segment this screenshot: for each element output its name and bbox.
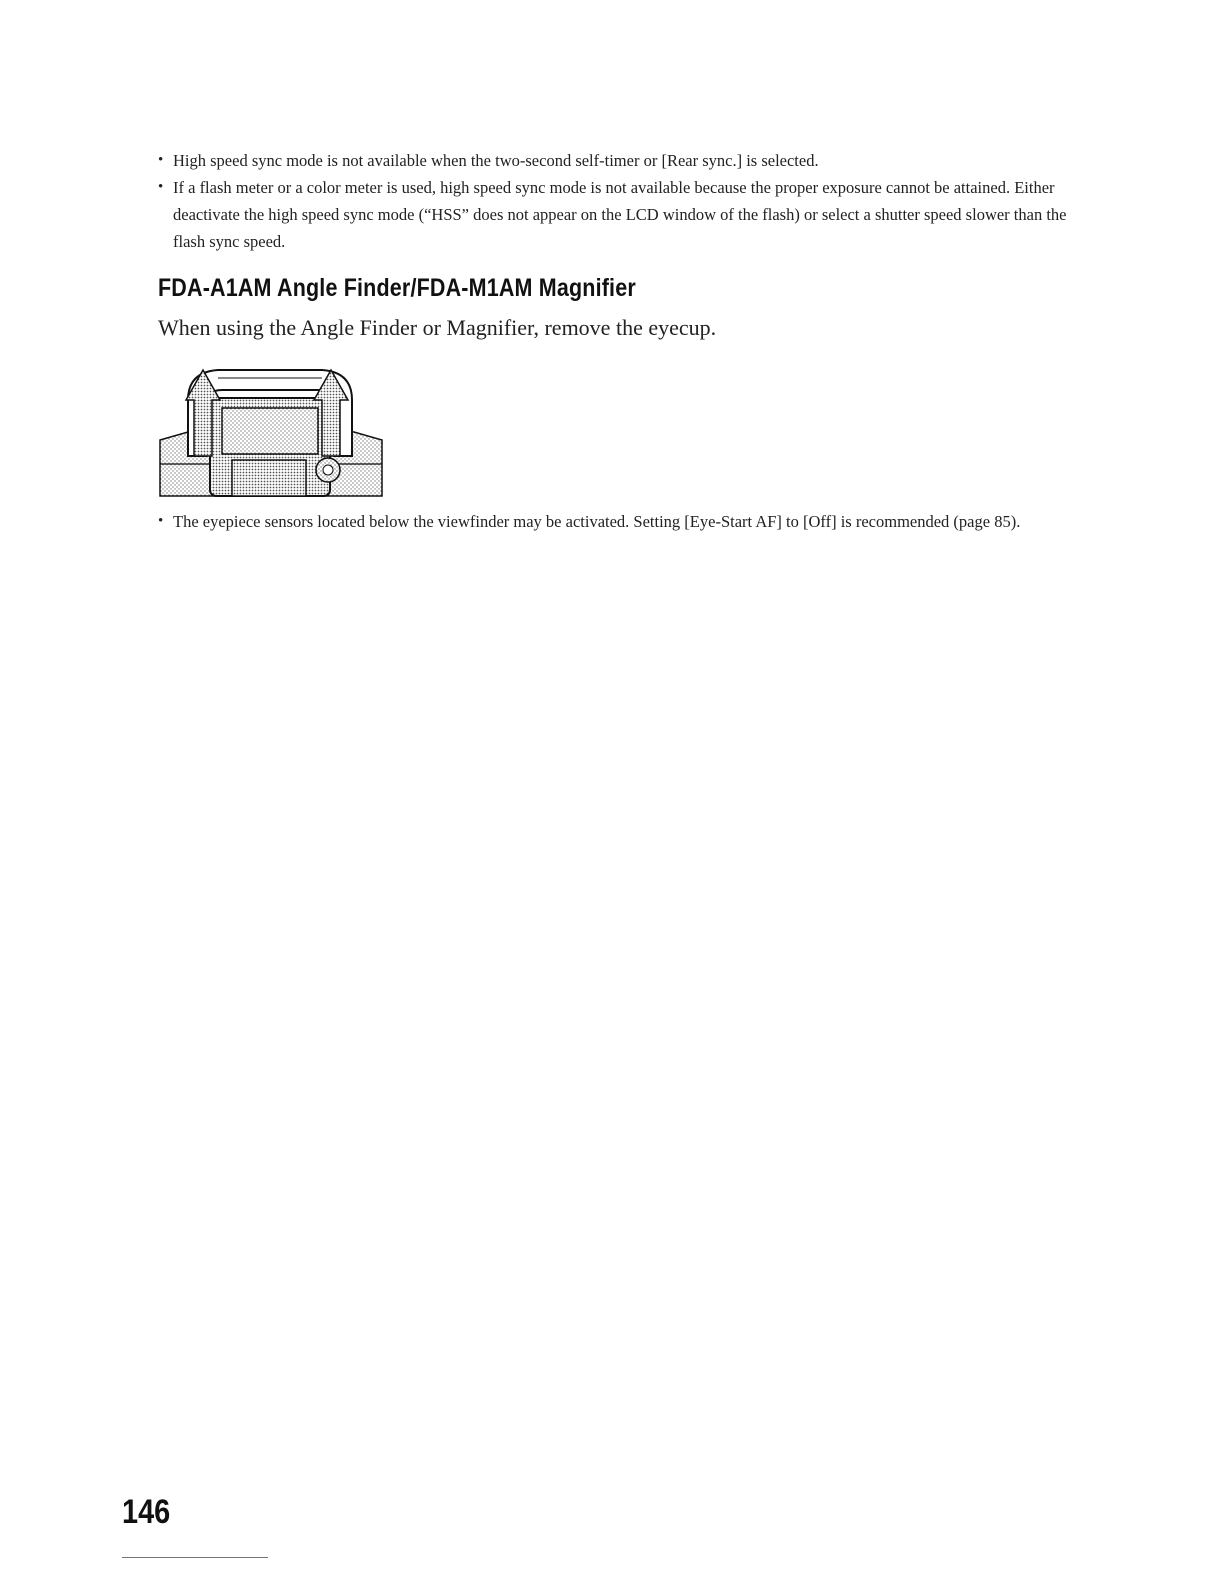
note-eyepiece-sensors: • The eyepiece sensors located below the viewfinder may be activated. Setting [Eye-Start AF] to [Off] is recommended (page 85).	[158, 508, 1068, 535]
eyecup-removal-illustration	[158, 360, 384, 498]
note-hss-flash-meter: • If a flash meter or a color meter is used, high speed sync mode is not available because the proper exposure cannot be attained. Either deactivate the high speed sync mode (“HSS” does not appear on the LCD window of the flash) or select a shutter speed slower than the flash sync speed.	[158, 174, 1068, 255]
notes-list-top	[158, 147, 1068, 255]
page-number: 146	[122, 1493, 171, 1531]
section-intro: When using the Angle Finder or Magnifier, remove the eyecup.	[158, 315, 717, 340]
section-heading: FDA-A1AM Angle Finder/FDA-M1AM Magnifier	[158, 274, 636, 302]
notes-list-bottom	[158, 508, 1068, 535]
note-hss-self-timer: • High speed sync mode is not available when the two-second self-timer or [Rear sync.] is selected.	[158, 147, 1068, 174]
footer-rule	[122, 1557, 268, 1558]
